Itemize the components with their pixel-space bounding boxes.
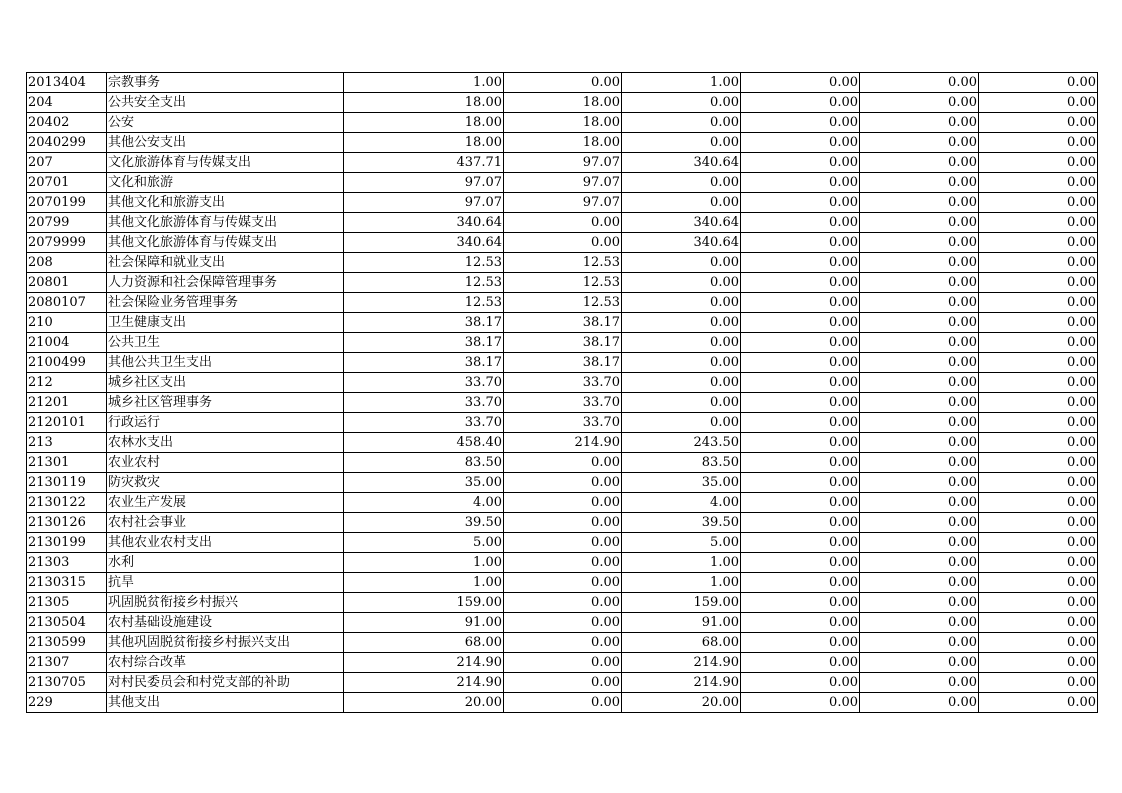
- amount-cell: 0.00: [860, 513, 979, 533]
- amount-cell: 97.07: [504, 193, 622, 213]
- amount-cell: 0.00: [979, 173, 1098, 193]
- amount-cell: 0.00: [741, 253, 860, 273]
- table-row: [27, 173, 1098, 193]
- amount-cell: 4.00: [344, 493, 504, 513]
- amount-cell: 0.00: [979, 513, 1098, 533]
- subject-code-cell: 2130315: [27, 573, 107, 593]
- subject-name-cell: 其他支出: [107, 693, 344, 713]
- amount-cell: 0.00: [741, 93, 860, 113]
- subject-name-cell: 文化旅游体育与传媒支出: [107, 153, 344, 173]
- subject-code-cell: 20801: [27, 273, 107, 293]
- amount-cell: 0.00: [979, 473, 1098, 493]
- amount-cell: 0.00: [741, 673, 860, 693]
- amount-cell: 0.00: [979, 373, 1098, 393]
- amount-cell: 214.90: [344, 653, 504, 673]
- amount-cell: 18.00: [344, 133, 504, 153]
- amount-cell: 12.53: [344, 293, 504, 313]
- amount-cell: 12.53: [344, 253, 504, 273]
- amount-cell: 33.70: [504, 393, 622, 413]
- amount-cell: 0.00: [504, 693, 622, 713]
- subject-name-cell: 社会保险业务管理事务: [107, 293, 344, 313]
- amount-cell: 0.00: [979, 393, 1098, 413]
- amount-cell: 0.00: [860, 373, 979, 393]
- amount-cell: 0.00: [622, 393, 741, 413]
- subject-name-cell: 城乡社区支出: [107, 373, 344, 393]
- table-row: [27, 693, 1098, 713]
- subject-code-cell: 2130119: [27, 473, 107, 493]
- amount-cell: 0.00: [504, 473, 622, 493]
- amount-cell: 91.00: [622, 613, 741, 633]
- amount-cell: 33.70: [344, 373, 504, 393]
- amount-cell: 0.00: [504, 653, 622, 673]
- subject-name-cell: 其他公安支出: [107, 133, 344, 153]
- amount-cell: 0.00: [741, 353, 860, 373]
- amount-cell: 0.00: [979, 153, 1098, 173]
- amount-cell: 0.00: [860, 413, 979, 433]
- amount-cell: 0.00: [504, 513, 622, 533]
- subject-code-cell: 2013404: [27, 73, 107, 93]
- amount-cell: 0.00: [741, 293, 860, 313]
- amount-cell: 0.00: [860, 193, 979, 213]
- amount-cell: 0.00: [979, 613, 1098, 633]
- subject-name-cell: 其他公共卫生支出: [107, 353, 344, 373]
- amount-cell: 0.00: [504, 593, 622, 613]
- amount-cell: 0.00: [504, 213, 622, 233]
- amount-cell: 0.00: [979, 593, 1098, 613]
- subject-code-cell: 21201: [27, 393, 107, 413]
- amount-cell: 0.00: [741, 693, 860, 713]
- subject-name-cell: 防灾救灾: [107, 473, 344, 493]
- amount-cell: 97.07: [344, 173, 504, 193]
- amount-cell: 0.00: [622, 413, 741, 433]
- table-row: [27, 393, 1098, 413]
- amount-cell: 0.00: [979, 273, 1098, 293]
- amount-cell: 340.64: [344, 213, 504, 233]
- amount-cell: 0.00: [979, 73, 1098, 93]
- amount-cell: 1.00: [344, 573, 504, 593]
- subject-code-cell: 212: [27, 373, 107, 393]
- amount-cell: 35.00: [344, 473, 504, 493]
- amount-cell: 0.00: [741, 193, 860, 213]
- amount-cell: 0.00: [860, 393, 979, 413]
- table-row: [27, 413, 1098, 433]
- amount-cell: 0.00: [979, 553, 1098, 573]
- subject-code-cell: 21004: [27, 333, 107, 353]
- amount-cell: 18.00: [504, 133, 622, 153]
- subject-name-cell: 水利: [107, 553, 344, 573]
- amount-cell: 0.00: [741, 273, 860, 293]
- amount-cell: 12.53: [504, 273, 622, 293]
- amount-cell: 0.00: [741, 73, 860, 93]
- subject-code-cell: 20402: [27, 113, 107, 133]
- amount-cell: 0.00: [741, 513, 860, 533]
- amount-cell: 0.00: [741, 313, 860, 333]
- table-row: [27, 93, 1098, 113]
- subject-name-cell: 农村基础设施建设: [107, 613, 344, 633]
- amount-cell: 0.00: [504, 533, 622, 553]
- amount-cell: 33.70: [504, 373, 622, 393]
- subject-name-cell: 城乡社区管理事务: [107, 393, 344, 413]
- amount-cell: 0.00: [504, 493, 622, 513]
- subject-name-cell: 对村民委员会和村党支部的补助: [107, 673, 344, 693]
- amount-cell: 0.00: [741, 113, 860, 133]
- amount-cell: 68.00: [622, 633, 741, 653]
- amount-cell: 0.00: [860, 433, 979, 453]
- subject-name-cell: 人力资源和社会保障管理事务: [107, 273, 344, 293]
- amount-cell: 33.70: [504, 413, 622, 433]
- table-row: [27, 233, 1098, 253]
- amount-cell: 33.70: [344, 413, 504, 433]
- subject-code-cell: 2130122: [27, 493, 107, 513]
- amount-cell: 0.00: [622, 293, 741, 313]
- amount-cell: 0.00: [979, 453, 1098, 473]
- subject-code-cell: 2100499: [27, 353, 107, 373]
- amount-cell: 0.00: [979, 293, 1098, 313]
- amount-cell: 0.00: [741, 593, 860, 613]
- amount-cell: 0.00: [979, 353, 1098, 373]
- amount-cell: 0.00: [622, 193, 741, 213]
- amount-cell: 1.00: [344, 553, 504, 573]
- amount-cell: 0.00: [741, 413, 860, 433]
- amount-cell: 0.00: [741, 613, 860, 633]
- amount-cell: 0.00: [979, 493, 1098, 513]
- amount-cell: 0.00: [979, 133, 1098, 153]
- amount-cell: 0.00: [741, 373, 860, 393]
- amount-cell: 0.00: [860, 313, 979, 333]
- amount-cell: 0.00: [622, 373, 741, 393]
- amount-cell: 0.00: [979, 433, 1098, 453]
- amount-cell: 0.00: [860, 353, 979, 373]
- amount-cell: 0.00: [622, 133, 741, 153]
- amount-cell: 0.00: [504, 73, 622, 93]
- amount-cell: 0.00: [741, 133, 860, 153]
- amount-cell: 0.00: [741, 553, 860, 573]
- subject-code-cell: 21301: [27, 453, 107, 473]
- amount-cell: 0.00: [979, 693, 1098, 713]
- amount-cell: 33.70: [344, 393, 504, 413]
- amount-cell: 0.00: [741, 633, 860, 653]
- amount-cell: 83.50: [344, 453, 504, 473]
- budget-table: [26, 72, 1098, 713]
- amount-cell: 0.00: [860, 473, 979, 493]
- amount-cell: 18.00: [344, 113, 504, 133]
- subject-name-cell: 公安: [107, 113, 344, 133]
- subject-code-cell: 2130599: [27, 633, 107, 653]
- amount-cell: 0.00: [622, 93, 741, 113]
- table-row: [27, 633, 1098, 653]
- table-row: [27, 213, 1098, 233]
- amount-cell: 12.53: [504, 253, 622, 273]
- amount-cell: 0.00: [860, 213, 979, 233]
- amount-cell: 39.50: [344, 513, 504, 533]
- subject-name-cell: 抗旱: [107, 573, 344, 593]
- amount-cell: 5.00: [622, 533, 741, 553]
- amount-cell: 243.50: [622, 433, 741, 453]
- subject-name-cell: 其他文化旅游体育与传媒支出: [107, 233, 344, 253]
- amount-cell: 0.00: [860, 673, 979, 693]
- amount-cell: 0.00: [860, 73, 979, 93]
- amount-cell: 214.90: [622, 653, 741, 673]
- amount-cell: 38.17: [504, 353, 622, 373]
- amount-cell: 1.00: [622, 73, 741, 93]
- amount-cell: 0.00: [741, 393, 860, 413]
- table-row: [27, 593, 1098, 613]
- subject-name-cell: 农林水支出: [107, 433, 344, 453]
- subject-code-cell: 21303: [27, 553, 107, 573]
- table-row: [27, 473, 1098, 493]
- amount-cell: 97.07: [344, 193, 504, 213]
- table-row: [27, 553, 1098, 573]
- table-row: [27, 293, 1098, 313]
- subject-code-cell: 207: [27, 153, 107, 173]
- amount-cell: 214.90: [504, 433, 622, 453]
- table-row: [27, 533, 1098, 553]
- amount-cell: 91.00: [344, 613, 504, 633]
- amount-cell: 0.00: [860, 593, 979, 613]
- subject-name-cell: 公共卫生: [107, 333, 344, 353]
- amount-cell: 35.00: [622, 473, 741, 493]
- subject-name-cell: 公共安全支出: [107, 93, 344, 113]
- amount-cell: 0.00: [622, 173, 741, 193]
- subject-name-cell: 其他文化旅游体育与传媒支出: [107, 213, 344, 233]
- amount-cell: 0.00: [860, 253, 979, 273]
- amount-cell: 0.00: [860, 233, 979, 253]
- amount-cell: 0.00: [860, 453, 979, 473]
- subject-code-cell: 208: [27, 253, 107, 273]
- amount-cell: 4.00: [622, 493, 741, 513]
- amount-cell: 0.00: [979, 313, 1098, 333]
- amount-cell: 0.00: [741, 573, 860, 593]
- amount-cell: 83.50: [622, 453, 741, 473]
- amount-cell: 12.53: [504, 293, 622, 313]
- subject-code-cell: 2120101: [27, 413, 107, 433]
- subject-name-cell: 农村社会事业: [107, 513, 344, 533]
- amount-cell: 0.00: [979, 413, 1098, 433]
- table-row: [27, 433, 1098, 453]
- amount-cell: 0.00: [860, 113, 979, 133]
- amount-cell: 1.00: [622, 573, 741, 593]
- table-row: [27, 673, 1098, 693]
- amount-cell: 0.00: [741, 433, 860, 453]
- budget-table-body: [27, 73, 1098, 713]
- amount-cell: 0.00: [741, 333, 860, 353]
- amount-cell: 0.00: [860, 293, 979, 313]
- amount-cell: 0.00: [979, 333, 1098, 353]
- table-row: [27, 273, 1098, 293]
- amount-cell: 0.00: [979, 93, 1098, 113]
- amount-cell: 0.00: [504, 553, 622, 573]
- amount-cell: 0.00: [622, 353, 741, 373]
- amount-cell: 0.00: [622, 273, 741, 293]
- subject-name-cell: 农业生产发展: [107, 493, 344, 513]
- amount-cell: 0.00: [622, 113, 741, 133]
- subject-code-cell: 2079999: [27, 233, 107, 253]
- table-row: [27, 453, 1098, 473]
- amount-cell: 38.17: [344, 313, 504, 333]
- amount-cell: 0.00: [622, 253, 741, 273]
- subject-code-cell: 204: [27, 93, 107, 113]
- subject-code-cell: 2130199: [27, 533, 107, 553]
- subject-name-cell: 巩固脱贫衔接乡村振兴: [107, 593, 344, 613]
- subject-code-cell: 21305: [27, 593, 107, 613]
- subject-name-cell: 宗教事务: [107, 73, 344, 93]
- amount-cell: 0.00: [979, 633, 1098, 653]
- amount-cell: 12.53: [344, 273, 504, 293]
- amount-cell: 0.00: [741, 173, 860, 193]
- amount-cell: 0.00: [979, 193, 1098, 213]
- amount-cell: 214.90: [622, 673, 741, 693]
- amount-cell: 0.00: [741, 493, 860, 513]
- subject-code-cell: 2130705: [27, 673, 107, 693]
- subject-name-cell: 行政运行: [107, 413, 344, 433]
- subject-name-cell: 社会保障和就业支出: [107, 253, 344, 273]
- subject-name-cell: 其他文化和旅游支出: [107, 193, 344, 213]
- amount-cell: 20.00: [344, 693, 504, 713]
- subject-name-cell: 农业农村: [107, 453, 344, 473]
- subject-code-cell: 229: [27, 693, 107, 713]
- amount-cell: 214.90: [344, 673, 504, 693]
- amount-cell: 0.00: [504, 613, 622, 633]
- amount-cell: 39.50: [622, 513, 741, 533]
- amount-cell: 1.00: [622, 553, 741, 573]
- amount-cell: 0.00: [979, 113, 1098, 133]
- amount-cell: 0.00: [504, 573, 622, 593]
- amount-cell: 0.00: [979, 213, 1098, 233]
- amount-cell: 68.00: [344, 633, 504, 653]
- amount-cell: 0.00: [860, 553, 979, 573]
- amount-cell: 18.00: [504, 113, 622, 133]
- amount-cell: 0.00: [504, 633, 622, 653]
- table-row: [27, 493, 1098, 513]
- table-row: [27, 313, 1098, 333]
- amount-cell: 0.00: [741, 473, 860, 493]
- amount-cell: 0.00: [860, 273, 979, 293]
- amount-cell: 0.00: [860, 633, 979, 653]
- amount-cell: 18.00: [344, 93, 504, 113]
- subject-name-cell: 其他巩固脱贫衔接乡村振兴支出: [107, 633, 344, 653]
- subject-code-cell: 20701: [27, 173, 107, 193]
- amount-cell: 340.64: [622, 153, 741, 173]
- amount-cell: 0.00: [622, 333, 741, 353]
- amount-cell: 0.00: [860, 153, 979, 173]
- amount-cell: 0.00: [860, 533, 979, 553]
- subject-name-cell: 其他农业农村支出: [107, 533, 344, 553]
- amount-cell: 0.00: [741, 233, 860, 253]
- amount-cell: 97.07: [504, 173, 622, 193]
- amount-cell: 0.00: [860, 653, 979, 673]
- subject-code-cell: 2080107: [27, 293, 107, 313]
- amount-cell: 0.00: [860, 693, 979, 713]
- amount-cell: 38.17: [504, 313, 622, 333]
- table-row: [27, 613, 1098, 633]
- amount-cell: 38.17: [344, 353, 504, 373]
- table-row: [27, 573, 1098, 593]
- amount-cell: 0.00: [860, 173, 979, 193]
- subject-code-cell: 2070199: [27, 193, 107, 213]
- table-row: [27, 353, 1098, 373]
- amount-cell: 0.00: [622, 313, 741, 333]
- subject-code-cell: 2130126: [27, 513, 107, 533]
- amount-cell: 0.00: [979, 233, 1098, 253]
- amount-cell: 0.00: [860, 613, 979, 633]
- subject-code-cell: 2130504: [27, 613, 107, 633]
- amount-cell: 0.00: [979, 573, 1098, 593]
- amount-cell: 159.00: [622, 593, 741, 613]
- table-row: [27, 653, 1098, 673]
- amount-cell: 38.17: [344, 333, 504, 353]
- amount-cell: 0.00: [860, 133, 979, 153]
- subject-code-cell: 213: [27, 433, 107, 453]
- amount-cell: 5.00: [344, 533, 504, 553]
- amount-cell: 340.64: [344, 233, 504, 253]
- amount-cell: 0.00: [860, 573, 979, 593]
- table-row: [27, 193, 1098, 213]
- amount-cell: 0.00: [860, 493, 979, 513]
- table-row: [27, 513, 1098, 533]
- subject-code-cell: 21307: [27, 653, 107, 673]
- amount-cell: 0.00: [504, 453, 622, 473]
- amount-cell: 437.71: [344, 153, 504, 173]
- amount-cell: 0.00: [979, 673, 1098, 693]
- amount-cell: 0.00: [741, 213, 860, 233]
- amount-cell: 0.00: [979, 253, 1098, 273]
- amount-cell: 340.64: [622, 213, 741, 233]
- amount-cell: 18.00: [504, 93, 622, 113]
- amount-cell: 0.00: [860, 93, 979, 113]
- amount-cell: 0.00: [860, 333, 979, 353]
- table-row: [27, 113, 1098, 133]
- amount-cell: 458.40: [344, 433, 504, 453]
- amount-cell: 0.00: [979, 533, 1098, 553]
- amount-cell: 0.00: [979, 653, 1098, 673]
- table-row: [27, 153, 1098, 173]
- amount-cell: 0.00: [741, 153, 860, 173]
- amount-cell: 0.00: [741, 653, 860, 673]
- amount-cell: 0.00: [504, 673, 622, 693]
- table-row: [27, 253, 1098, 273]
- amount-cell: 0.00: [504, 233, 622, 253]
- subject-code-cell: 2040299: [27, 133, 107, 153]
- amount-cell: 0.00: [741, 453, 860, 473]
- subject-code-cell: 20799: [27, 213, 107, 233]
- subject-name-cell: 文化和旅游: [107, 173, 344, 193]
- table-row: [27, 133, 1098, 153]
- subject-code-cell: 210: [27, 313, 107, 333]
- amount-cell: 159.00: [344, 593, 504, 613]
- amount-cell: 0.00: [741, 533, 860, 553]
- subject-name-cell: 卫生健康支出: [107, 313, 344, 333]
- table-row: [27, 373, 1098, 393]
- amount-cell: 20.00: [622, 693, 741, 713]
- table-row: [27, 73, 1098, 93]
- amount-cell: 1.00: [344, 73, 504, 93]
- amount-cell: 97.07: [504, 153, 622, 173]
- amount-cell: 340.64: [622, 233, 741, 253]
- subject-name-cell: 农村综合改革: [107, 653, 344, 673]
- amount-cell: 38.17: [504, 333, 622, 353]
- table-row: [27, 333, 1098, 353]
